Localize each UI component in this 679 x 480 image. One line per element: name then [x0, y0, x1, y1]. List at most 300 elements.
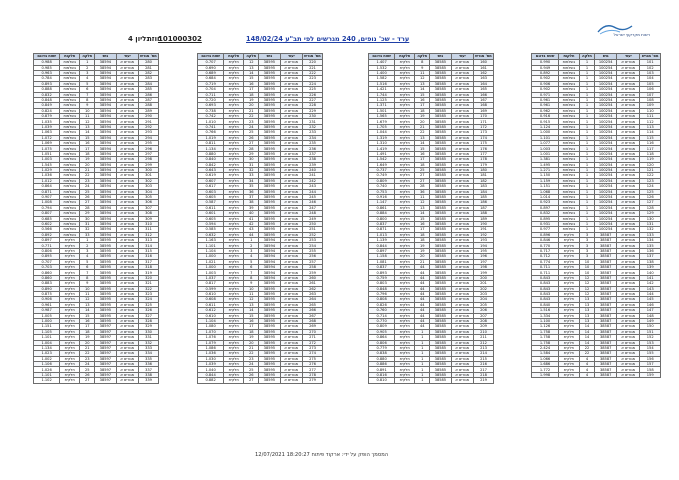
table-cell: 38595 — [259, 168, 280, 173]
table-cell: 44 — [415, 270, 430, 275]
table-cell: 237 — [303, 151, 323, 156]
table-cell: 1.069 — [34, 141, 60, 146]
table-cell: מגורים א — [617, 313, 640, 318]
table-cell: 38594 — [95, 189, 116, 194]
footer-text: המסמך הופק על ידי: ארקוד פיתוח 18:20:27 12/07/2021 — [255, 452, 389, 458]
table-cell: 27 — [80, 200, 95, 205]
table-cell: 0.892 — [34, 232, 60, 237]
table-cell: 1.495 — [532, 162, 559, 167]
table-cell: 210 — [474, 329, 494, 334]
table-cell: 44 — [415, 291, 430, 296]
table-cell: 211 — [474, 335, 494, 340]
table-cell: 1.014 — [532, 194, 559, 199]
table-cell: 199 — [474, 270, 494, 275]
table-cell: מגורים א — [451, 76, 474, 81]
table-cell: מגורים א — [280, 194, 303, 199]
table-cell: מגורים א — [617, 178, 640, 183]
table-cell: 305 — [139, 194, 159, 199]
table-cell: 38597 — [95, 362, 116, 367]
table-cell: מגורים א — [116, 114, 139, 119]
table-cell: מגורים א — [617, 216, 640, 221]
table-cell: 38585 — [430, 329, 451, 334]
table-cell: 171 — [474, 119, 494, 124]
table-cell: 38595 — [259, 97, 280, 102]
table-cell: חלקית — [60, 270, 80, 275]
table-cell: 325 — [139, 302, 159, 307]
table-cell: מגורים א — [617, 308, 640, 313]
table-cell: 37 — [244, 194, 259, 199]
table-cell: 288 — [139, 103, 159, 108]
table-cell: 331 — [139, 335, 159, 340]
table-cell: 3 — [579, 238, 594, 243]
table-cell: 1.013 — [369, 232, 395, 237]
table-cell: 33 — [80, 232, 95, 237]
table-cell: 1.036 — [198, 351, 224, 356]
table-cell: 302 — [139, 178, 159, 183]
table-cell: 197 — [474, 259, 494, 264]
table-cell: חלקית — [395, 162, 415, 167]
table-cell: 38585 — [430, 157, 451, 162]
table-cell: 19 — [80, 335, 95, 340]
table-cell: 38595 — [259, 216, 280, 221]
table-cell: 114 — [640, 130, 661, 135]
table-cell: 1 — [579, 168, 594, 173]
column-header: חלקה — [80, 54, 95, 60]
table-cell: מגורים א — [617, 70, 640, 75]
table-cell: בשלמות — [60, 81, 80, 86]
table-cell: מגורים א — [280, 281, 303, 286]
table-cell: חלקית — [224, 308, 244, 313]
table-cell: 38597 — [95, 329, 116, 334]
table-cell: 201 — [474, 281, 494, 286]
table-cell: 172 — [474, 124, 494, 129]
table-cell: 189 — [474, 216, 494, 221]
table-cell: 251 — [303, 227, 323, 232]
table-cell: מגורים א — [280, 291, 303, 296]
table-cell: מגורים א — [280, 275, 303, 280]
table-cell: מגורים א — [451, 173, 474, 178]
table-cell: 0.902 — [532, 76, 559, 81]
table-cell: 18 — [415, 108, 430, 113]
table-cell: 1.582 — [369, 76, 395, 81]
table-cell: 44 — [415, 308, 430, 313]
table-cell: 0.770 — [369, 318, 395, 323]
table-cell: מגורים א — [280, 108, 303, 113]
table-cell: מגורים א — [451, 313, 474, 318]
table-cell: חלקית — [60, 302, 80, 307]
table-cell: 139 — [640, 265, 661, 270]
table-cell: 38595 — [259, 232, 280, 237]
table-cell: מגורים א — [617, 119, 640, 124]
table-cell: מגורים א — [280, 345, 303, 350]
table-cell: מגורים א — [617, 151, 640, 156]
table-cell: מגורים א — [451, 119, 474, 124]
column-header: גוש — [95, 54, 116, 60]
table-cell: 1 — [579, 211, 594, 216]
table-cell: 38585 — [430, 281, 451, 286]
table-cell: 326 — [139, 308, 159, 313]
table-cell: מגורים א — [617, 291, 640, 296]
table-cell: מגורים א — [617, 270, 640, 275]
table-cell: 38587 — [595, 243, 617, 248]
table-cell: 38587 — [595, 286, 617, 291]
table-cell: מגורים א — [617, 356, 640, 361]
table-cell: בשלמות — [60, 232, 80, 237]
table-cell: 1.066 — [532, 356, 559, 361]
table-cell: בשלמות — [60, 119, 80, 124]
table-cell: 3 — [579, 232, 594, 237]
table-cell: 100254 — [595, 146, 617, 151]
table-cell: 38585 — [430, 243, 451, 248]
table-cell: בשלמות — [60, 221, 80, 226]
table-cell: 1.000 — [198, 265, 224, 270]
table-cell: 129 — [640, 211, 661, 216]
table-cell: 28 — [415, 184, 430, 189]
table-cell: בשלמות — [60, 60, 80, 65]
sheet-number: גליון 4 — [128, 35, 150, 43]
table-cell: חלקית — [224, 168, 244, 173]
table-cell: 322 — [139, 286, 159, 291]
table-cell: 12 — [579, 291, 594, 296]
table-cell: חלקית — [224, 151, 244, 156]
table-cell: 38595 — [259, 313, 280, 318]
table-cell: חלקית — [395, 297, 415, 302]
table-cell: מגורים א — [280, 378, 303, 383]
table-cell: בשלמות — [559, 124, 580, 129]
table-cell: 1 — [579, 81, 594, 86]
table-cell: חלקית — [395, 302, 415, 307]
table-cell: מגורים א — [451, 184, 474, 189]
table-cell: 266 — [303, 308, 323, 313]
table-cell: 2.424 — [532, 345, 559, 350]
column-header: מס' מגרש — [140, 54, 157, 59]
table-cell: 38585 — [430, 367, 451, 372]
table-cell: 38595 — [259, 205, 280, 210]
table-cell: 1 — [579, 151, 594, 156]
table-cell: 38594 — [259, 275, 280, 280]
table-cell: 7 — [80, 92, 95, 97]
table-cell: בשלמות — [559, 173, 580, 178]
table-cell: חלקית — [395, 173, 415, 178]
table-cell: 38594 — [95, 108, 116, 113]
table-cell: 6 — [80, 87, 95, 92]
table-cell: 1.104 — [198, 248, 224, 253]
table-cell: 0.879 — [34, 114, 60, 119]
table-cell: 1.080 — [198, 324, 224, 329]
table-cell: מגורים א — [280, 232, 303, 237]
table-cell: 38595 — [259, 302, 280, 307]
table-cell: מגורים א — [116, 221, 139, 226]
table-cell: 217 — [474, 367, 494, 372]
table-cell: מגורים א — [116, 60, 139, 65]
table-cell: 115 — [640, 135, 661, 140]
table-cell: 0.838 — [369, 351, 395, 356]
table-cell: 38585 — [430, 324, 451, 329]
table-cell: 38594 — [95, 87, 116, 92]
table-cell: 38587 — [595, 232, 617, 237]
table-cell: 0.808 — [369, 297, 395, 302]
table-cell: 328 — [139, 318, 159, 323]
table-cell: חלקית — [224, 92, 244, 97]
table-cell: 0.704 — [198, 87, 224, 92]
table-cell: 38587 — [595, 351, 617, 356]
table-cell: מגורים א — [280, 318, 303, 323]
table-cell: 9 — [415, 65, 430, 70]
table-cell: 0.893 — [34, 81, 60, 86]
table-cell: מגורים א — [451, 367, 474, 372]
table-cell: 100254 — [595, 211, 617, 216]
table-cell: חלקית — [395, 76, 415, 81]
table-cell: 1.686 — [532, 362, 559, 367]
table-cell: חלקית — [395, 65, 415, 70]
table-cell: מגורים א — [280, 248, 303, 253]
table-cell: 163 — [474, 76, 494, 81]
table-cell: חלקית — [395, 146, 415, 151]
table-cell: בשלמות — [559, 108, 580, 113]
table-cell: 38587 — [595, 372, 617, 377]
table-cell: 0.810 — [369, 378, 395, 383]
table-cell: 38594 — [95, 194, 116, 199]
table-cell: 0.738 — [198, 108, 224, 113]
table-cell: מגורים א — [280, 362, 303, 367]
table-cell: 38594 — [95, 130, 116, 135]
table-cell: 1 — [579, 76, 594, 81]
table-cell: מגורים א — [280, 211, 303, 216]
table-cell: 100254 — [595, 178, 617, 183]
table-cell: חלקית — [60, 351, 80, 356]
table-cell: 1.079 — [198, 340, 224, 345]
table-cell: חלקית — [224, 216, 244, 221]
table-cell: 309 — [139, 216, 159, 221]
table-cell: 43 — [244, 227, 259, 232]
table-cell: 327 — [139, 313, 159, 318]
table-cell: 1.419 — [369, 146, 395, 151]
table-cell: 38595 — [95, 308, 116, 313]
table-cell: מגורים א — [617, 184, 640, 189]
table-cell: 24 — [80, 184, 95, 189]
table-cell: חלקית — [60, 291, 80, 296]
table-cell: 38587 — [595, 362, 617, 367]
table-cell: 0.601 — [198, 211, 224, 216]
table-cell: 191 — [474, 227, 494, 232]
table-cell: 104 — [640, 76, 661, 81]
table-cell: חלקית — [559, 313, 580, 318]
table-cell: 38595 — [95, 248, 116, 253]
table-cell: מגורים א — [280, 227, 303, 232]
table-cell: בשלמות — [559, 141, 580, 146]
table-cell: 1 — [579, 70, 594, 75]
table-cell: 41 — [244, 216, 259, 221]
table-cell: 1.407 — [369, 60, 395, 65]
table-cell: 204 — [474, 297, 494, 302]
table-cell: מגורים א — [617, 60, 640, 65]
table-cell: 100254 — [595, 200, 617, 205]
table-cell: חלקית — [224, 119, 244, 124]
table-cell: מגורים א — [617, 340, 640, 345]
table-cell: 0.987 — [34, 308, 60, 313]
table-cell: 16 — [415, 221, 430, 226]
table-cell: 31 — [244, 162, 259, 167]
table-cell: 15 — [244, 313, 259, 318]
table-cell: מגורים א — [280, 178, 303, 183]
table-cell: 14 — [415, 87, 430, 92]
table-cell: 151 — [640, 329, 661, 334]
table-cell: מגורים א — [617, 362, 640, 367]
table-cell: 32 — [244, 168, 259, 173]
table-cell: 255 — [303, 248, 323, 253]
table-cell: 1 — [579, 141, 594, 146]
table-cell: מגורים א — [451, 108, 474, 113]
table-cell: מגורים א — [116, 335, 139, 340]
table-cell: 141 — [640, 275, 661, 280]
table-cell: 38587 — [595, 248, 617, 253]
table-cell: 1.076 — [198, 335, 224, 340]
table-cell: 241 — [303, 173, 323, 178]
table-cell: 4 — [579, 362, 594, 367]
table-cell: 44 — [244, 232, 259, 237]
table-cell: חלקית — [224, 335, 244, 340]
table-cell: חלקית — [60, 281, 80, 286]
table-cell: מגורים א — [617, 329, 640, 334]
table-cell: 38594 — [95, 162, 116, 167]
table-cell: חלקית — [224, 124, 244, 129]
table-cell: 256 — [303, 254, 323, 259]
table-cell: 13 — [579, 313, 594, 318]
table-cell: 1.077 — [532, 141, 559, 146]
table-cell: מגורים א — [617, 221, 640, 226]
table-cell: חלקית — [395, 157, 415, 162]
column-header: חלקה — [244, 54, 259, 60]
table-cell: בשלמות — [559, 194, 580, 199]
table-cell: 23 — [244, 356, 259, 361]
table-cell: 1.075 — [34, 146, 60, 151]
table-cell: בשלמות — [60, 108, 80, 113]
table-cell: 38595 — [259, 173, 280, 178]
table-cell: חלקית — [395, 378, 415, 383]
table-cell: 1 — [415, 351, 430, 356]
table-cell: 38594 — [95, 227, 116, 232]
table-cell: 18 — [415, 232, 430, 237]
table-cell: 1 — [579, 124, 594, 129]
table-cell: חלקית — [395, 351, 415, 356]
table-cell: 38594 — [95, 221, 116, 226]
table-cell: 1.036 — [34, 173, 60, 178]
table-cell: 208 — [474, 318, 494, 323]
table-cell: 1.491 — [369, 151, 395, 156]
table-cell: 0.599 — [198, 286, 224, 291]
table-cell: 38594 — [95, 76, 116, 81]
table-cell: מגורים א — [617, 227, 640, 232]
table-cell: 2 — [244, 243, 259, 248]
table-cell: 40 — [244, 211, 259, 216]
table-cell: בשלמות — [559, 130, 580, 135]
table-cell: חלקית — [559, 286, 580, 291]
column-header: יעוד — [617, 54, 640, 60]
table-cell: 1 — [415, 335, 430, 340]
table-cell: 0.843 — [532, 291, 559, 296]
table-cell: מגורים א — [451, 221, 474, 226]
table-cell: חלקית — [559, 275, 580, 280]
table-cell: מגורים א — [116, 189, 139, 194]
table-cell: 1.023 — [34, 351, 60, 356]
table-cell: מגורים א — [116, 135, 139, 140]
table-cell: 11 — [415, 194, 430, 199]
table-cell: 169 — [474, 108, 494, 113]
table-cell: 290 — [139, 114, 159, 119]
table-cell: 314 — [139, 243, 159, 248]
table-cell: בשלמות — [60, 65, 80, 70]
table-cell: מגורים א — [280, 372, 303, 377]
table-cell: 7 — [80, 270, 95, 275]
table-cell: 38597 — [95, 372, 116, 377]
table-cell: בשלמות — [559, 184, 580, 189]
plots-table-2 — [368, 53, 494, 384]
table-cell: 225 — [303, 87, 323, 92]
table-cell: מגורים א — [116, 345, 139, 350]
table-cell: חלקית — [395, 324, 415, 329]
table-cell: 0.880 — [369, 356, 395, 361]
table-cell: 3 — [579, 254, 594, 259]
table-cell: 38587 — [595, 281, 617, 286]
table-cell: מגורים א — [617, 275, 640, 280]
table-cell: חלקית — [224, 141, 244, 146]
table-cell: 293 — [139, 130, 159, 135]
table-cell: 259 — [303, 270, 323, 275]
table-cell: 13 — [80, 124, 95, 129]
table-cell: 1.063 — [34, 130, 60, 135]
table-cell: 12 — [579, 286, 594, 291]
table-cell: מגורים א — [451, 162, 474, 167]
table-cell: 247 — [303, 205, 323, 210]
table-cell: 1.319 — [369, 135, 395, 140]
table-cell: מגורים א — [116, 378, 139, 383]
table-cell: 118 — [640, 151, 661, 156]
table-cell: חלקית — [559, 243, 580, 248]
table-cell: 2 — [80, 243, 95, 248]
table-cell: 130 — [640, 216, 661, 221]
table-cell: מגורים א — [280, 124, 303, 129]
table-cell: מגורים א — [116, 205, 139, 210]
table-cell: 1.029 — [34, 168, 60, 173]
table-cell: חלקית — [395, 135, 415, 140]
table-cell: חלקית — [395, 238, 415, 243]
table-cell: בשלמות — [60, 157, 80, 162]
table-cell: בשלמות — [60, 76, 80, 81]
table-cell: מגורים א — [116, 146, 139, 151]
table-cell: 1.516 — [369, 81, 395, 86]
table-cell: 0.611 — [198, 302, 224, 307]
table-cell: 6 — [244, 265, 259, 270]
table-cell: 146 — [640, 302, 661, 307]
table-cell: חלקית — [395, 216, 415, 221]
table-cell: 0.961 — [532, 103, 559, 108]
table-cell: 4 — [579, 372, 594, 377]
table-cell: מגורים א — [451, 70, 474, 75]
table-cell: 1.649 — [369, 162, 395, 167]
table-cell: מגורים א — [451, 265, 474, 270]
table-cell: 13 — [415, 205, 430, 210]
table-cell: 44 — [415, 302, 430, 307]
table-cell: 27 — [415, 173, 430, 178]
table-cell: מגורים א — [280, 87, 303, 92]
table-cell: 38595 — [259, 340, 280, 345]
table-cell: 330 — [139, 329, 159, 334]
table-cell: 1.126 — [532, 324, 559, 329]
table-cell: 0.796 — [369, 291, 395, 296]
table-cell: חלקית — [224, 87, 244, 92]
table-cell: 178 — [474, 157, 494, 162]
table-cell: מגורים א — [617, 302, 640, 307]
